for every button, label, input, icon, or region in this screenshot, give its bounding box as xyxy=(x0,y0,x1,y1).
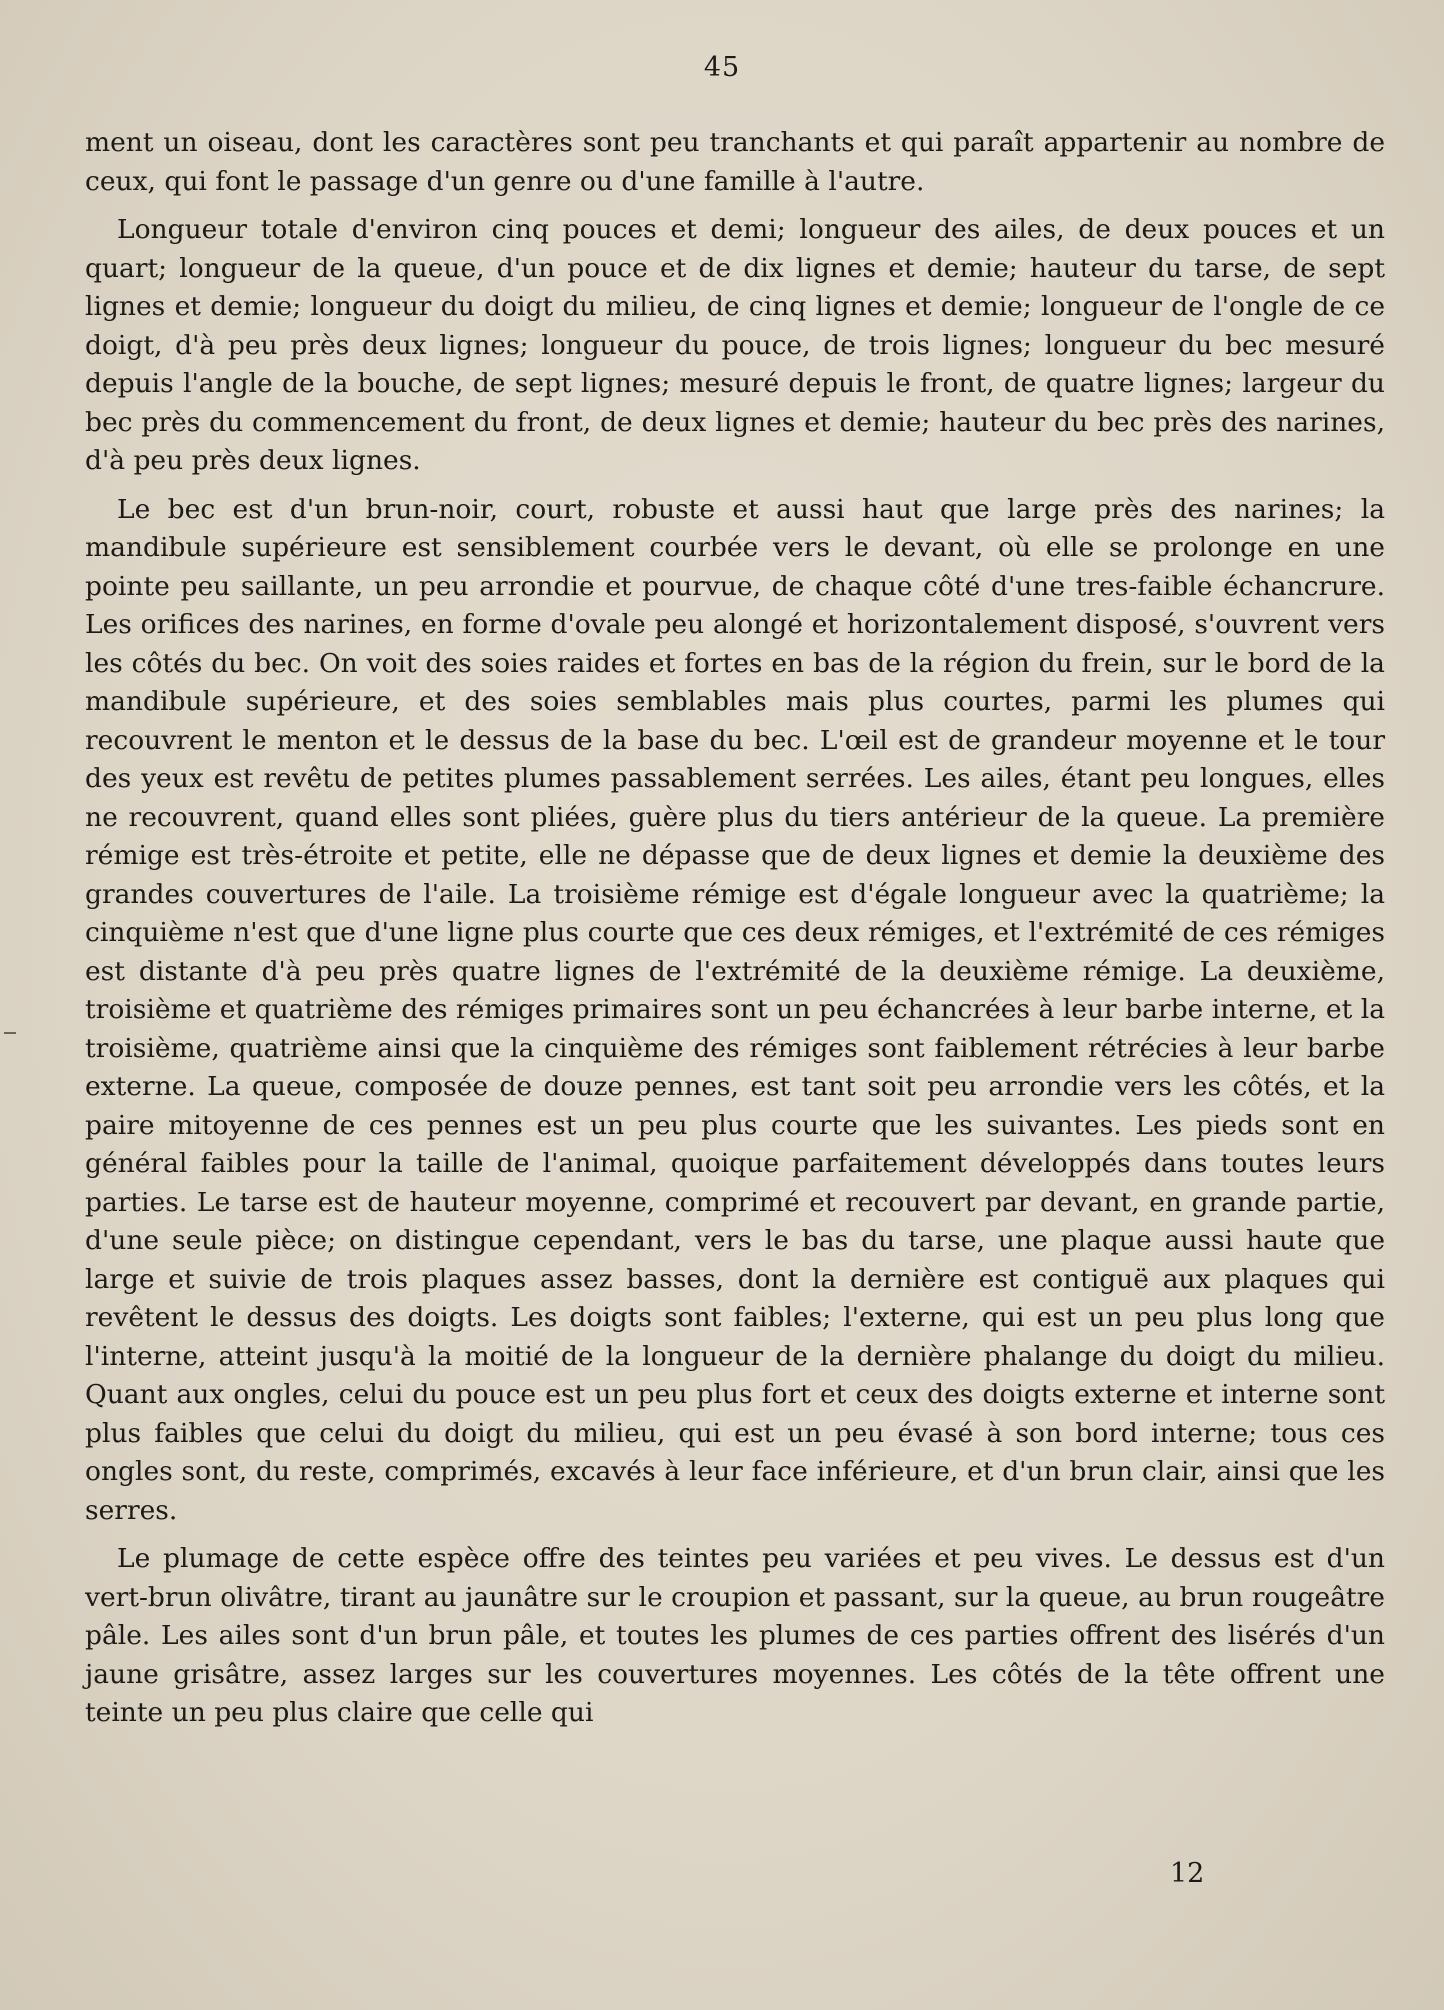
signature-mark: 12 xyxy=(1170,1858,1205,1889)
paragraph-description: Le bec est d'un brun-noir, court, robuste et aussi haut que large près des narines; la mandibule supérieure est sensiblement courbée vers le devant, où elle se prolonge en une pointe peu saillante, un peu arrondie et pourvue, de chaque côté d'une tres-faible échancrure. Les orifices des narines, en forme d'ovale peu alongé et horizontalement disposé, s'ouvrent vers les côtés du bec. On voit des soies raides et fortes en bas de la région du frein, sur le bord de la mandibule supérieure, et des soies semblables mais plus courtes, parmi les plumes qui recouvrent le menton et le dessus de la base du bec. L'œil est de grandeur moyenne et le tour des yeux est revêtu de petites plumes passablement serrées. Les ailes, étant peu longues, elles ne recouvrent, quand elles sont pliées, guère plus du tiers antérieur de la queue. La première rémige est très-étroite et petite, elle ne dépasse que de deux lignes et demie la deuxième des grandes couvertures de l'aile. La troisième rémige est d'égale longueur avec la quatrième; la cinquième n'est que d'une ligne plus courte que ces deux rémiges, et l'extrémité de ces rémiges est distante d'à peu près quatre lignes de l'extrémité de la deuxième rémige. La deuxième, troisième et quatrième des rémiges primaires sont un peu échancrées à leur barbe interne, et la troisième, quatrième ainsi que la cinquième des rémiges sont faiblement rétrécies à leur barbe externe. La queue, composée de douze pennes, est tant soit peu arrondie vers les côtés, et la paire mitoyenne de ces pennes est un peu plus courte que les suivantes. Les pieds sont en général faibles pour la taille de l'animal, quoique parfaitement développés dans toutes leurs parties. Le tarse est de hauteur moyenne, comprimé et recouvert par devant, en grande partie, d'une seule pièce; on distingue cependant, vers le bas du tarse, une plaque aussi haute que large et suivie de trois plaques assez basses, dont la dernière est contiguë aux plaques qui revêtent le dessus des doigts. Les doigts sont faibles; l'externe, qui est un peu plus long que l'interne, atteint jusqu'à la moitié de la longueur de la dernière phalange du doigt du milieu. Quant aux ongles, celui du pouce est un peu plus fort et ceux des doigts externe et interne sont plus faibles que celui du doigt du milieu, qui est un peu évasé à son bord interne; tous ces ongles sont, du reste, comprimés, excavés à leur face inférieure, et d'un brun clair, ainsi que les serres. xyxy=(85,493,1385,1526)
page-number: 45 xyxy=(703,52,741,83)
paragraph-plumage: Le plumage de cette espèce offre des teintes peu variées et peu vives. Le dessus est d'un vert-brun olivâtre, tirant au jaunâtre sur le croupion et passant, sur la queue, au brun rougeâtre pâle. Les ailes sont d'un brun pâle, et toutes les plumes de ces parties offrent des lisérés d'un jaune grisâtre, assez larges sur les couvertures moyennes. Les côtés de la tête offrent une teinte un peu plus claire que celle qui xyxy=(85,1543,1385,1728)
paragraph-continuation: ment un oiseau, dont les caractères sont peu tranchants et qui paraît appartenir au nombre de ceux, qui font le passage d'un genre ou d'une famille à l'autre. xyxy=(85,127,1385,197)
body-text xyxy=(85,124,1385,1743)
margin-mark xyxy=(4,1032,16,1034)
paragraph-measurements: Longueur totale d'environ cinq pouces et demi; longueur des ailes, de deux pouces et un quart; longueur de la queue, d'un pouce et de dix lignes et demie; hauteur du tarse, de sept lignes et demie; longueur du doigt du milieu, de cinq lignes et demie; longueur de l'ongle de ce doigt, d'à peu près deux lignes; longueur du pouce, de trois lignes; longueur du bec mesuré depuis l'angle de la bouche, de sept lignes; mesuré depuis le front, de quatre lignes; largeur du bec près du commencement du front, de deux lignes et demie; hauteur du bec près des narines, d'à peu près deux lignes. xyxy=(85,214,1385,476)
